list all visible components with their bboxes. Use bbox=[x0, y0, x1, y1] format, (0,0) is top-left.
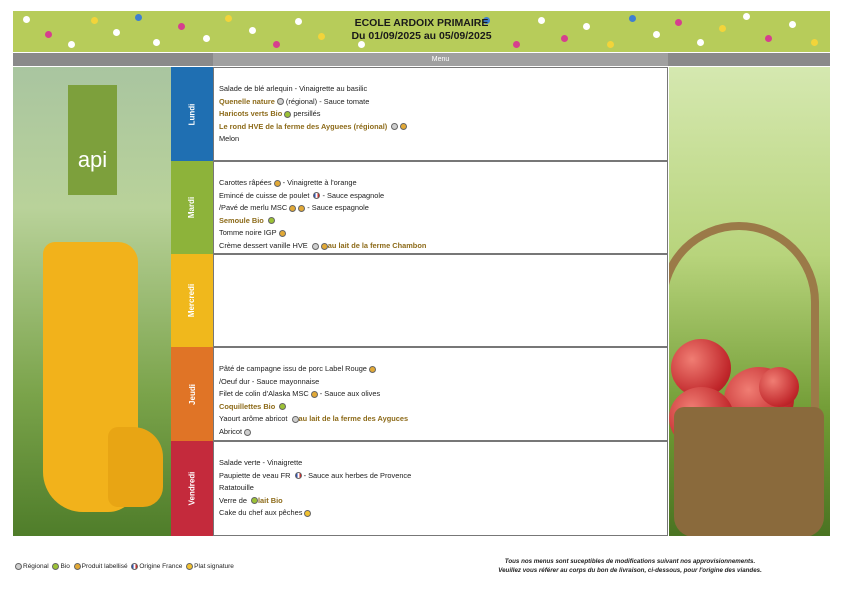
menu-item bbox=[219, 240, 667, 253]
menu-item bbox=[219, 413, 667, 426]
dish-text: /Oeuf dur - Sauce mayonnaise bbox=[219, 376, 320, 386]
menu-period: Du 01/09/2025 au 05/09/2025 bbox=[351, 30, 492, 42]
label-icon bbox=[279, 230, 286, 237]
france-icon bbox=[295, 472, 302, 479]
menu-item bbox=[219, 108, 667, 121]
label-icon bbox=[289, 205, 296, 212]
menu-item bbox=[219, 227, 667, 240]
menu-item bbox=[219, 121, 667, 134]
dish-text: /Pavé de merlu MSC bbox=[219, 203, 288, 213]
dish-text: Carottes râpées bbox=[219, 178, 272, 187]
disclaimer-note bbox=[420, 557, 840, 575]
menu-item bbox=[219, 376, 667, 389]
bio-icon bbox=[279, 403, 286, 410]
menu-item bbox=[219, 177, 667, 190]
wicker-basket bbox=[674, 407, 824, 536]
dish-text: (régional) bbox=[283, 96, 320, 106]
menu-item bbox=[219, 133, 667, 146]
dish-text: - Sauce aux herbes de Provence bbox=[301, 470, 412, 480]
dish-text: - Sauce espagnole bbox=[305, 203, 369, 213]
header-banner bbox=[13, 11, 830, 52]
menu-item bbox=[219, 482, 667, 495]
menu-item bbox=[219, 457, 667, 470]
api-logo: api bbox=[68, 85, 117, 195]
label-icon bbox=[74, 563, 81, 570]
highlighted-text: au lait de la ferme Chambon bbox=[327, 240, 427, 250]
day-band-3 bbox=[171, 347, 213, 441]
dish-text: Ratatouille bbox=[219, 483, 254, 493]
school-name: ECOLE ARDOIX PRIMAIRE bbox=[354, 17, 489, 29]
highlighted-text: Semoule Bio bbox=[219, 215, 266, 225]
dish-text: Pâté de campagne issu de porc Label Rouge bbox=[219, 364, 367, 373]
highlighted-text: Haricots verts Bio bbox=[219, 109, 283, 119]
regional-icon bbox=[391, 123, 398, 130]
menu-item bbox=[219, 495, 667, 508]
menu-item bbox=[219, 426, 667, 439]
bio-icon bbox=[251, 497, 258, 504]
legend-label: Bio bbox=[60, 563, 72, 571]
regional-icon bbox=[244, 429, 251, 436]
regional-icon bbox=[277, 98, 284, 105]
regional-icon bbox=[312, 243, 319, 250]
dish-text: Cake du chef aux pêches bbox=[219, 508, 303, 518]
legend-label: Régional bbox=[23, 563, 51, 571]
bio-icon bbox=[268, 217, 275, 224]
label-icon bbox=[369, 366, 376, 373]
menu-item bbox=[219, 363, 667, 376]
label-icon bbox=[400, 123, 407, 130]
menu-item bbox=[219, 83, 667, 96]
label-icon bbox=[311, 391, 318, 398]
highlighted-text: lait Bio bbox=[258, 495, 283, 505]
day-label: Lundi bbox=[187, 103, 197, 125]
menu-item bbox=[219, 388, 667, 401]
dish-text: Verre de bbox=[219, 495, 249, 505]
dish-text: - Vinaigrette à l'orange bbox=[280, 178, 357, 187]
disclaimer-line-1: Tous nos menus sont suceptibles de modifications suivant nos approvisionnements. bbox=[504, 558, 756, 565]
menu-item bbox=[219, 190, 667, 203]
day-band-4 bbox=[171, 441, 213, 536]
day-label: Mercredi bbox=[187, 283, 197, 318]
dish-text: Crème dessert vanille HVE bbox=[219, 240, 310, 250]
menu-item bbox=[219, 401, 667, 414]
menu-column-label: Menu bbox=[213, 53, 668, 66]
legend-label: Plat signature bbox=[194, 563, 234, 571]
day-band-1 bbox=[171, 161, 213, 254]
day-menu-cell bbox=[213, 254, 668, 347]
dish-text: - Sauce tomate bbox=[319, 96, 370, 106]
regional-icon bbox=[292, 416, 299, 423]
day-band-2 bbox=[171, 254, 213, 347]
label-icon bbox=[274, 180, 281, 187]
highlighted-text: Coquillettes Bio bbox=[219, 401, 278, 411]
dish-text: Abricot bbox=[219, 426, 243, 436]
label-icon bbox=[321, 243, 328, 250]
dish-text: Paupiette de veau FR bbox=[219, 470, 293, 480]
regional-icon bbox=[15, 563, 22, 570]
bio-icon bbox=[52, 563, 59, 570]
signature-icon bbox=[186, 563, 193, 570]
menu-item bbox=[219, 215, 667, 228]
legend-label: Produit labellisé bbox=[81, 563, 130, 571]
france-icon bbox=[131, 563, 138, 570]
apple-basket-photo bbox=[669, 67, 830, 536]
signature-icon bbox=[304, 510, 311, 517]
legend bbox=[13, 563, 234, 570]
day-menu-cell bbox=[213, 161, 668, 254]
page-title bbox=[13, 17, 830, 43]
disclaimer-line-2: Veuillez vous référer au corps du bon de livraison, ci-dessous, pour l'origine des viandes. bbox=[498, 567, 762, 574]
day-menu-cell bbox=[213, 67, 668, 161]
highlighted-text: Le rond HVE de la ferme des Ayguees (régional) bbox=[219, 121, 390, 131]
day-label: Jeudi bbox=[187, 383, 197, 405]
dish-text: Tomme noire IGP bbox=[219, 228, 277, 238]
menu-item bbox=[219, 202, 667, 215]
dish-text: Salade de blé arlequin - Vinaigrette au basilic bbox=[219, 84, 368, 93]
legend-label: Origine France bbox=[139, 563, 185, 571]
day-band-0 bbox=[171, 67, 213, 161]
menu-item bbox=[219, 470, 667, 483]
dish-text: persillés bbox=[291, 109, 321, 119]
dish-text: - Sauce espagnole bbox=[320, 190, 385, 200]
dish-text: - Sauce aux olives bbox=[317, 389, 381, 399]
dish-text: Emincé de cuisse de poulet bbox=[219, 190, 312, 200]
dish-text: Salade verte - Vinaigrette bbox=[219, 458, 303, 467]
highlighted-text: Quenelle nature bbox=[219, 96, 275, 106]
apple bbox=[759, 367, 799, 407]
day-menu-cell bbox=[213, 441, 668, 536]
rain-boot-photo bbox=[13, 67, 171, 536]
dish-text: Yaourt arôme abricot bbox=[219, 414, 290, 424]
yellow-boot-second bbox=[108, 427, 163, 507]
highlighted-text: au lait de la ferme des Ayguces bbox=[298, 414, 409, 424]
day-label: Mardi bbox=[187, 196, 197, 219]
menu-item bbox=[219, 507, 667, 520]
dish-text: Filet de colin d'Alaska MSC bbox=[219, 389, 309, 399]
dish-text: Melon bbox=[219, 134, 240, 144]
menu-item bbox=[219, 96, 667, 109]
day-label: Vendredi bbox=[187, 471, 197, 506]
day-menu-cell bbox=[213, 347, 668, 441]
